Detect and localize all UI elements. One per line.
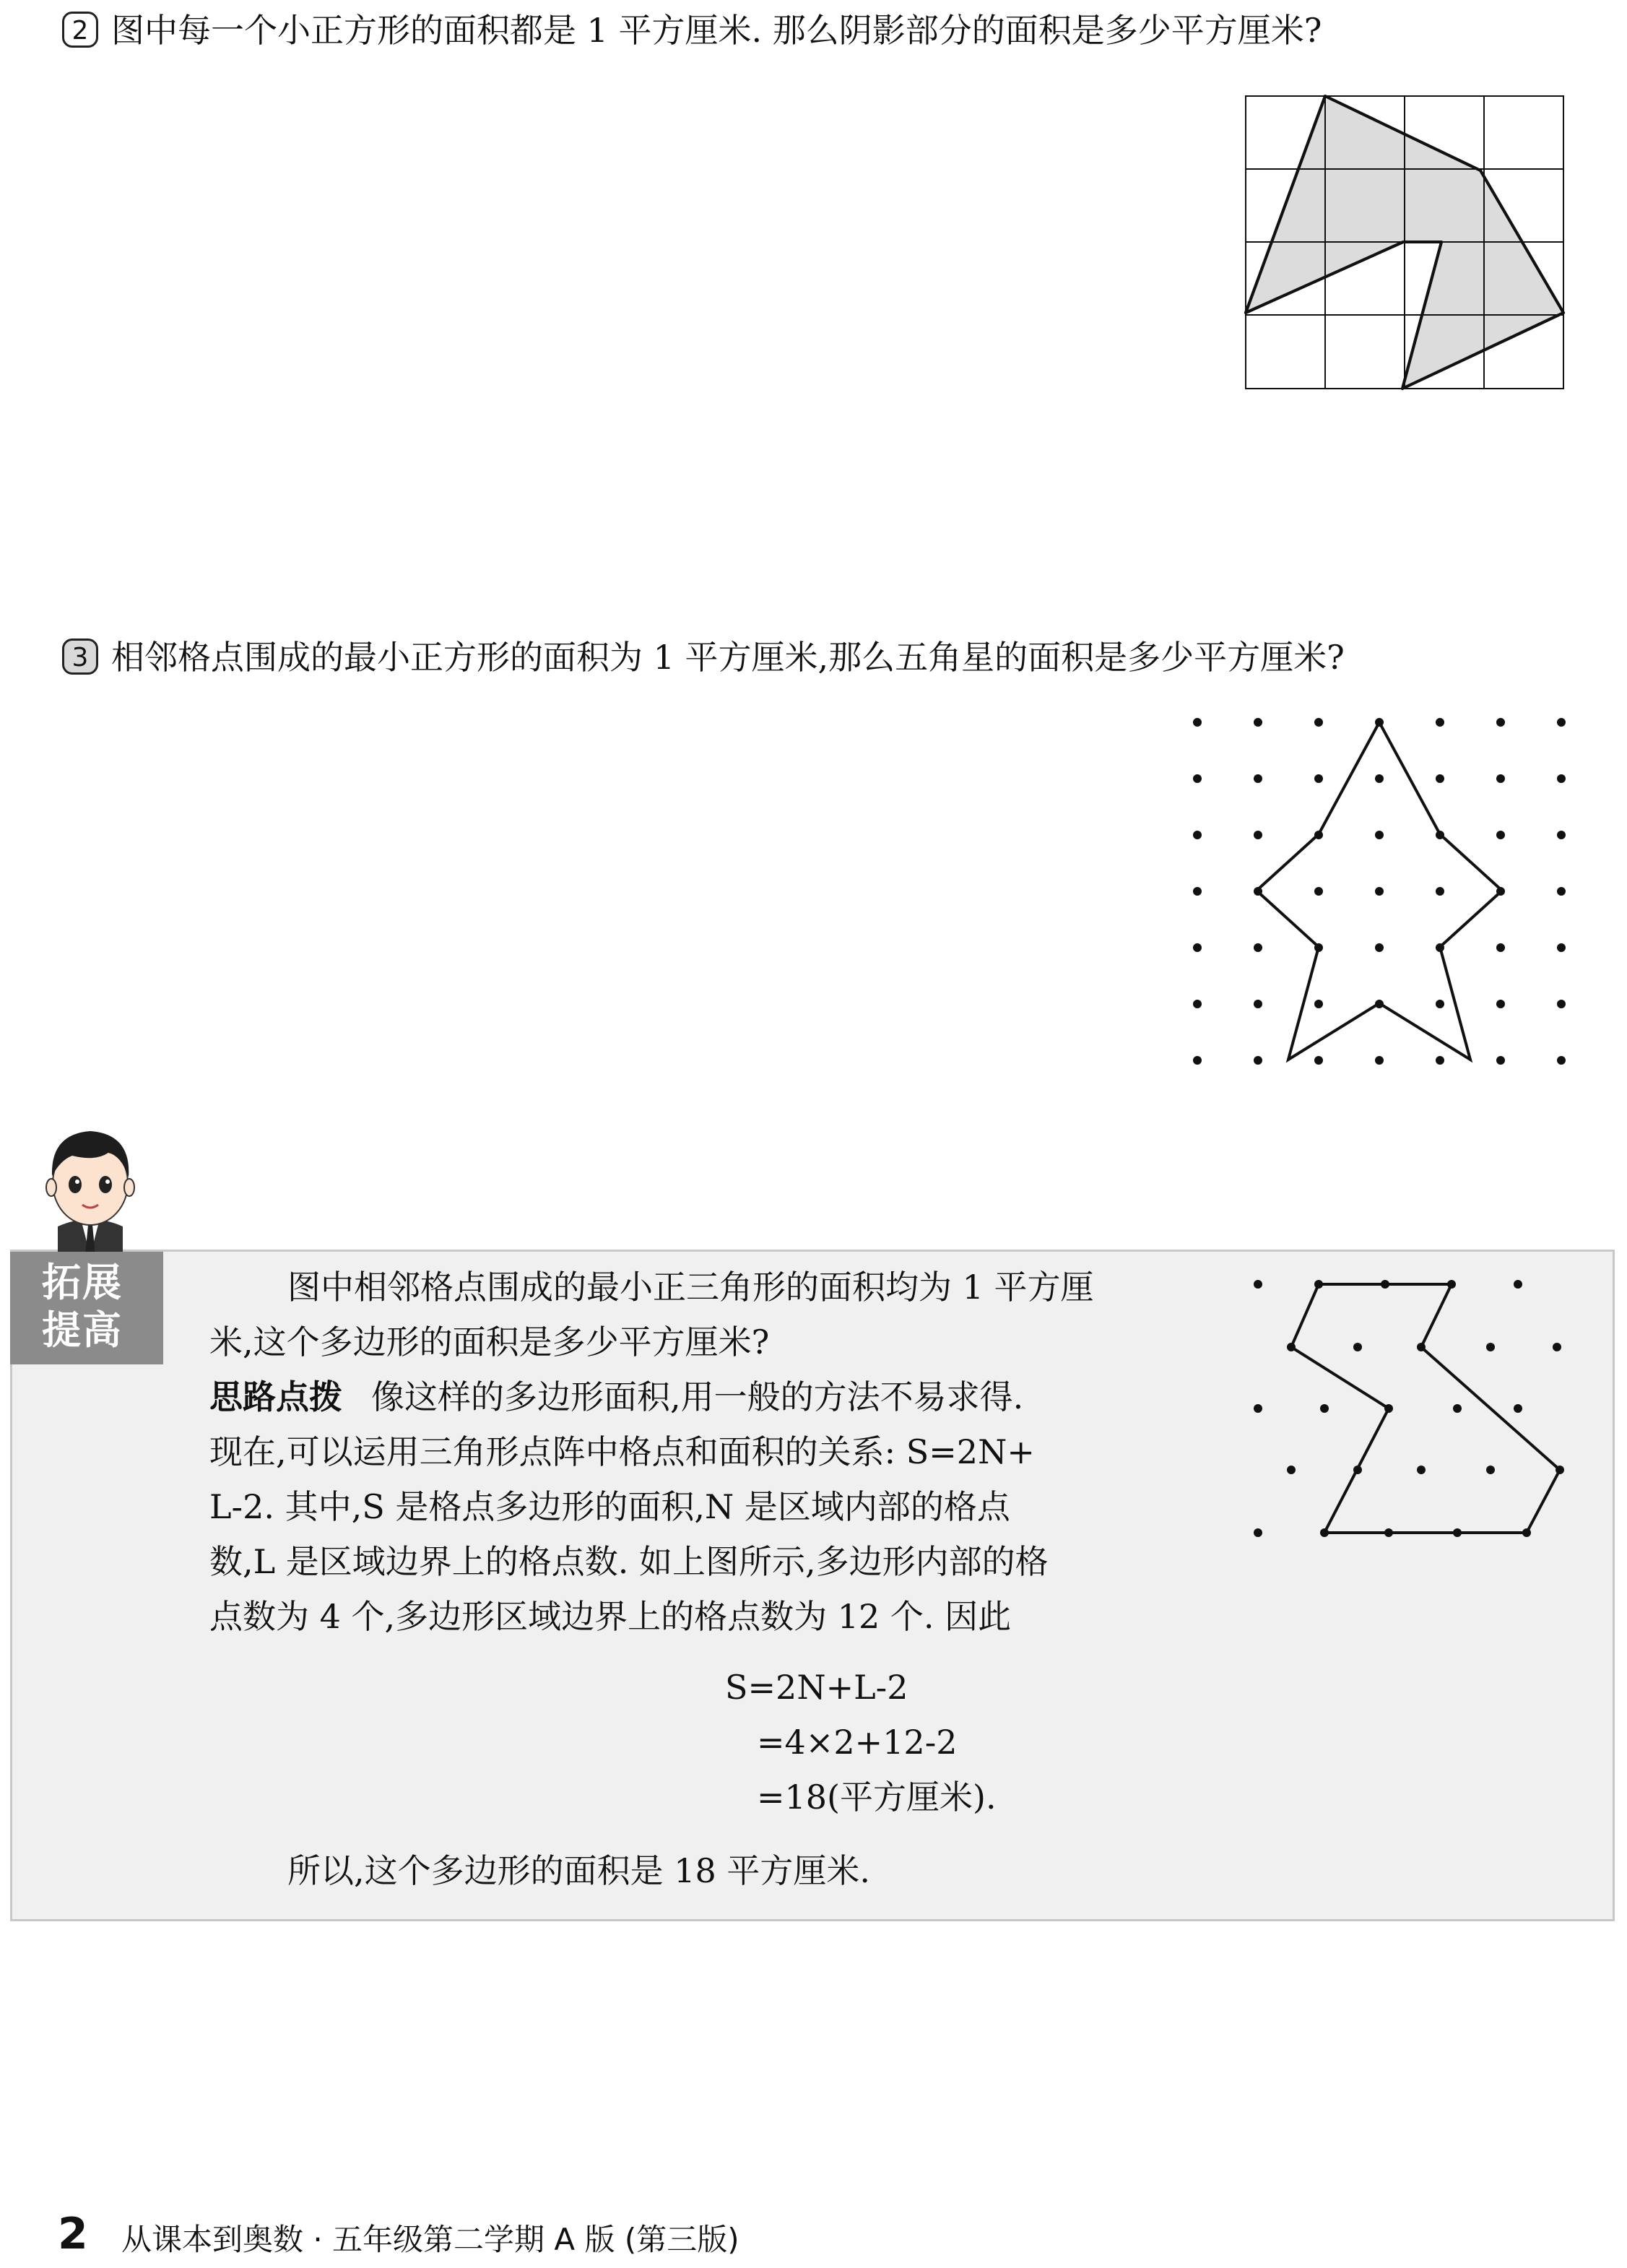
conclusion: 所以,这个多边形的面积是 18 平方厘米.	[287, 1851, 871, 1890]
grid-dot	[1557, 943, 1566, 952]
grid-dot	[1436, 887, 1444, 896]
grid-dot	[1514, 1280, 1522, 1289]
grid-dot	[1254, 1056, 1262, 1065]
grid-dot	[1320, 1528, 1329, 1537]
tag-line-2: 提高	[42, 1307, 123, 1353]
grid-dot	[1496, 943, 1505, 952]
grid-dot	[1557, 1000, 1566, 1008]
grid-dot	[1375, 831, 1384, 839]
grid-dot	[1384, 1528, 1393, 1537]
grid-dot	[1287, 1343, 1296, 1351]
grid-dot	[1496, 1056, 1505, 1065]
grid-dot	[1486, 1466, 1495, 1474]
grid-dot	[1381, 1280, 1389, 1289]
hint-text-1: 像这样的多边形面积,用一般的方法不易求得.	[371, 1377, 1024, 1416]
book-title: 从课本到奥数 · 五年级第二学期 A 版 (第三版)	[121, 2222, 739, 2257]
grid-dot	[1436, 718, 1444, 727]
grid-dot	[1314, 1000, 1323, 1008]
question-2	[62, 9, 1322, 52]
formula-line-1: S=2N+L-2	[725, 1668, 908, 1707]
hint-line-3: L-2. 其中,S 是格点多边形的面积,N 是区域内部的格点	[209, 1487, 1010, 1526]
grid-dot	[1254, 718, 1262, 727]
grid-dot	[1417, 1343, 1426, 1351]
formula-line-3: =18(平方厘米).	[757, 1778, 997, 1817]
question-3-text: 相邻格点围成的最小正方形的面积为 1 平方厘米,那么五角星的面积是多少平方厘米?	[111, 638, 1345, 677]
grid-dot	[1522, 1528, 1531, 1537]
grid-dot	[1375, 1000, 1384, 1008]
grid-dot	[1556, 1466, 1564, 1474]
question-number-badge: 3	[62, 639, 98, 675]
grid-dot	[1375, 774, 1384, 783]
grid-dot	[1254, 943, 1262, 952]
grid-dot	[1436, 1056, 1444, 1065]
dot-grid	[1254, 1280, 1564, 1537]
grid-dot	[1254, 1280, 1262, 1289]
grid-dot	[1287, 1466, 1296, 1474]
boy-avatar	[29, 1118, 152, 1255]
grid-dot	[1353, 1466, 1362, 1474]
grid-figure	[1242, 92, 1574, 396]
grid-dot	[1375, 887, 1384, 896]
grid-dot	[1557, 774, 1566, 783]
grid-dot	[1314, 943, 1323, 952]
grid-dot	[1193, 1056, 1202, 1065]
grid-dot	[1453, 1528, 1462, 1537]
grid-dot	[1193, 831, 1202, 839]
problem-line-2: 米,这个多边形的面积是多少平方厘米?	[209, 1323, 770, 1362]
grid-dot	[1436, 831, 1444, 839]
grid-dot	[1375, 718, 1384, 727]
grid-dot	[1514, 1404, 1522, 1413]
grid-dot	[1193, 887, 1202, 896]
grid-dot	[1557, 831, 1566, 839]
hint-line-1	[209, 1375, 1023, 1419]
grid-dot	[1320, 1404, 1329, 1413]
grid-dot	[1375, 943, 1384, 952]
grid-dot	[1375, 1056, 1384, 1065]
grid-dot	[1557, 718, 1566, 727]
grid-dot	[1353, 1343, 1362, 1351]
grid-dot	[1417, 1466, 1426, 1474]
grid-dot	[1496, 774, 1505, 783]
grid-dot	[1436, 1000, 1444, 1008]
grid-dot	[1193, 718, 1202, 727]
triangular-dot-grid-figure	[1235, 1264, 1567, 1553]
grid-dot	[1254, 1404, 1262, 1413]
grid-dot	[1447, 1280, 1456, 1289]
grid-dot	[1254, 1528, 1262, 1537]
grid-dot	[1557, 887, 1566, 896]
grid-dot	[1254, 774, 1262, 783]
grid-dot	[1496, 887, 1505, 896]
hint-line-5: 点数为 4 个,多边形区域边界上的格点数为 12 个. 因此	[209, 1597, 1012, 1636]
grid-dot	[1314, 1056, 1323, 1065]
grid-dot	[1436, 943, 1444, 952]
formula-line-2: =4×2+12-2	[757, 1723, 958, 1762]
grid-dot	[1314, 831, 1323, 839]
question-number-badge: 2	[62, 12, 98, 48]
grid-dot	[1557, 1056, 1566, 1065]
grid-dot	[1384, 1404, 1393, 1413]
grid-dot	[1254, 831, 1262, 839]
grid-dot	[1314, 774, 1323, 783]
star-dot-grid-figure	[1177, 711, 1582, 1080]
grid-dot	[1486, 1343, 1495, 1351]
grid-dot	[1193, 943, 1202, 952]
grid-dot	[1453, 1404, 1462, 1413]
grid-dot	[1436, 774, 1444, 783]
grid-dot	[1314, 887, 1323, 896]
grid-dot	[1314, 718, 1323, 727]
problem-line-1: 图中相邻格点围成的最小正三角形的面积均为 1 平方厘	[287, 1268, 1094, 1307]
grid-dot	[1254, 1000, 1262, 1008]
tag-line-1: 拓展	[42, 1260, 123, 1305]
grid-dot	[1193, 774, 1202, 783]
grid-dot	[1496, 831, 1505, 839]
grid-dot	[1553, 1343, 1561, 1351]
grid-dot	[1314, 1280, 1323, 1289]
hint-line-4: 数,L 是区域边界上的格点数. 如上图所示,多边形内部的格	[209, 1542, 1049, 1581]
grid-dot	[1496, 1000, 1505, 1008]
hint-line-2: 现在,可以运用三角形点阵中格点和面积的关系: S=2N+	[209, 1432, 1035, 1471]
grid-dot	[1254, 887, 1262, 896]
question-2-text: 图中每一个小正方形的面积都是 1 平方厘米. 那么阴影部分的面积是多少平方厘米?	[111, 11, 1322, 50]
grid-dot	[1193, 1000, 1202, 1008]
page-number: 2	[58, 2209, 88, 2259]
hint-label: 思路点拨	[209, 1377, 342, 1416]
grid-dot	[1496, 718, 1505, 727]
dot-grid	[1193, 718, 1566, 1065]
extension-tag	[10, 1252, 163, 1364]
question-3	[62, 636, 1345, 679]
